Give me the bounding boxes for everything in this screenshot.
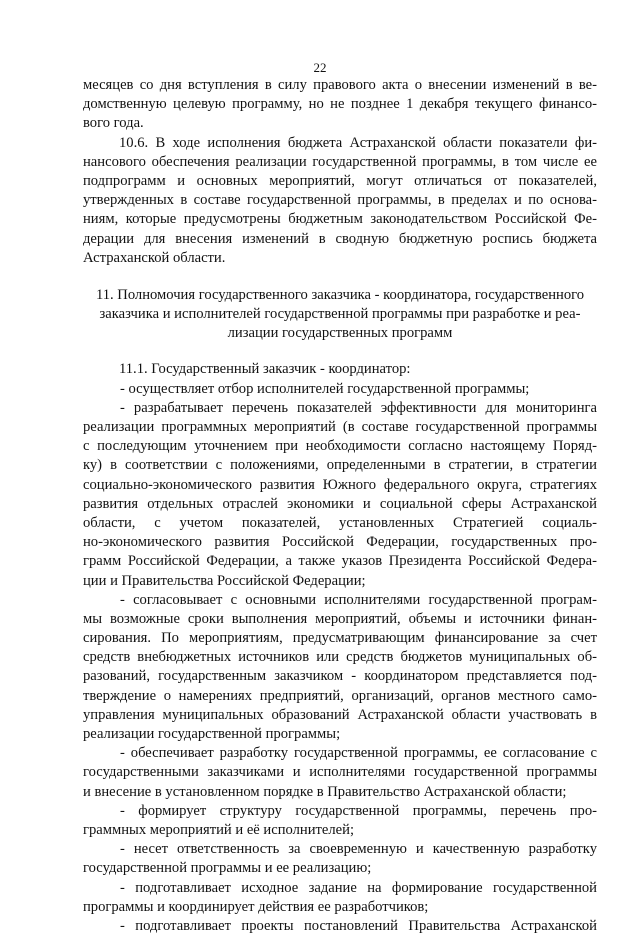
list-item [83, 840, 597, 878]
text-line: ции и Правительства Российской Федерации; [83, 572, 366, 589]
page-number: 22 [313, 60, 327, 75]
section-heading [83, 286, 597, 344]
text-line: но-экономического развития Российской Федерации, государственных про- [83, 534, 597, 551]
text-line: и внесение в установленном порядке в Правительство Астраханской области; [83, 783, 567, 800]
text-line: программы и координирует действия ее разработчиков; [83, 898, 429, 915]
text-line: нансового обеспечения реализации государственной программы, в том числе ее [83, 153, 597, 170]
list-item [83, 380, 597, 399]
text-line: подпрограмм и основных мероприятий, могут отличаться от показателей, [83, 172, 597, 189]
list-item [83, 399, 597, 591]
heading-line: лизации государственных программ [227, 325, 453, 342]
document-body [83, 76, 597, 936]
list-item [83, 879, 597, 917]
text-line: ку) в соответствии с положениями, определенными в стратегии, в стратегии [83, 457, 597, 474]
text-line: развития отдельных отраслей экономики и социальной сферы Астраханской [83, 495, 597, 512]
list-item [83, 744, 597, 802]
text-line: - обеспечивает разработку государственной программы, ее согласование с [120, 745, 597, 762]
text-line: тверждение о намерениях предприятий, организаций, органов местного само- [83, 687, 597, 704]
text-line: государственной программы и ее реализацию; [83, 860, 372, 877]
text-line: 10.6. В ходе исполнения бюджета Астраханской области показатели фи- [119, 134, 597, 151]
text-line: - разрабатывает перечень показателей эффективности для мониторинга [120, 399, 597, 416]
paragraph-10-6 [83, 134, 597, 268]
text-line: реализации государственной программы; [83, 726, 341, 742]
text-line: дерации для внесения изменений в сводную бюджетную роспись бюджета [83, 230, 597, 247]
text-line: Астраханской области. [83, 249, 226, 266]
text-line: ниям, которые предусмотрены бюджетным законодательством Российской Фе- [83, 211, 597, 228]
paragraph-continuation [83, 76, 597, 134]
text-line: утвержденных в составе государственной программы, в пределах и по основа- [83, 192, 597, 209]
text-line: сирования. По мероприятиям, предусматривающим финансирование за счет [83, 630, 597, 647]
text-line: средств внебюджетных источников или средств бюджетов муниципальных об- [83, 649, 597, 666]
text-line: - несет ответственность за своевременную и качественную разработку [120, 841, 597, 858]
subsection-title: 11.1. Государственный заказчик - координатор: [119, 361, 411, 378]
heading-line: 11. Полномочия государственного заказчика - координатора, государственного [95, 286, 585, 303]
heading-line: заказчика и исполнителей государственной программы при разработке и реа- [99, 306, 581, 323]
text-line: - подготавливает исходное задание на формирование государственной [120, 879, 597, 896]
text-line: - согласовывает с основными исполнителями государственной програм- [120, 591, 597, 608]
spacer [83, 268, 597, 286]
list-item [83, 917, 597, 936]
text-line: - формирует структуру государственной программы, перечень про- [120, 802, 597, 819]
text-line: грамм Российской Федерации, а также указов Президента Российской Федера- [83, 553, 597, 570]
spacer [83, 343, 597, 360]
text-line: разований, государственным заказчиком - координатором представляется под- [83, 668, 597, 685]
text-line: с последующим уточнением при необходимости согласно настоящему Поряд- [83, 438, 597, 455]
text-line: реализации программных мероприятий (в составе государственной программы [83, 419, 597, 435]
text-line: - подготавливает проекты постановлений Правительства Астраханской [120, 917, 597, 934]
text-line: области, с учетом показателей, установленных Стратегией социаль- [83, 514, 597, 531]
text-line: вого года. [83, 115, 144, 132]
text-line: социально-экономического развития Южного федерального округа, стратегиях [83, 476, 597, 493]
text-line: мы возможные сроки выполнения мероприятий, объемы и источники финан- [83, 610, 597, 627]
list-item [83, 591, 597, 745]
text-line: - осуществляет отбор исполнителей государственной программы; [120, 380, 530, 397]
text-line: управления муниципальных образований Астраханской области участвовать в [83, 706, 597, 723]
text-line: граммных мероприятий и её исполнителей; [83, 821, 355, 838]
text-line: домственную целевую программу, но не позднее 1 декабря текущего финансо- [83, 96, 597, 113]
list-item [83, 802, 597, 840]
text-line: месяцев со дня вступления в силу правового акта о внесении изменений в ве- [83, 77, 597, 93]
text-line: государственными заказчиками и исполнителями государственной программы [83, 764, 597, 781]
